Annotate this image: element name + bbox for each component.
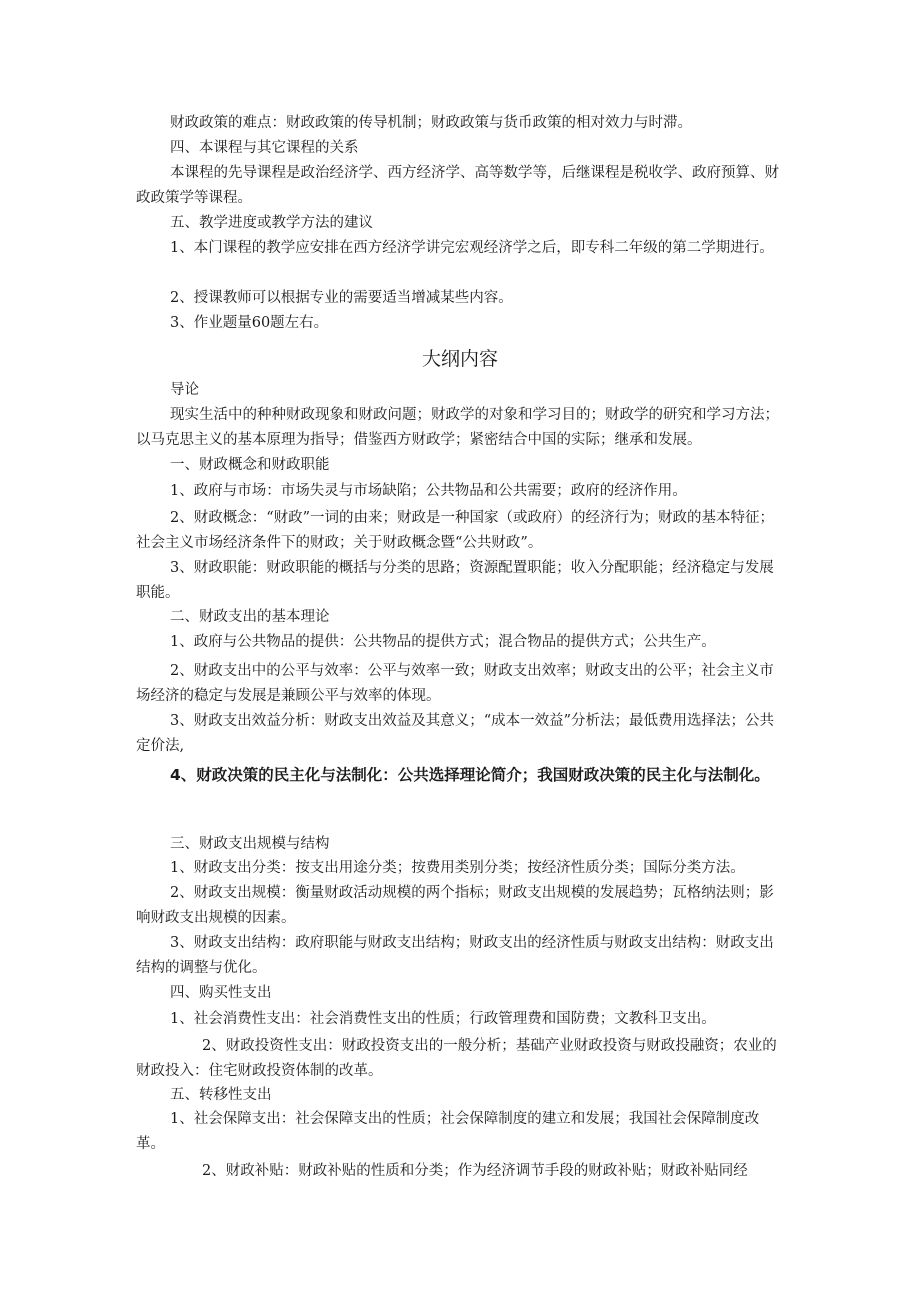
chapter-2-heading: 二、财政支出的基本理论 — [170, 609, 330, 625]
chapter-1-item-2: 2、财政概念：“财政”一词的由来；财政是一种国家（或政府）的经济行为；财政的基本特征；社会主义市场经济条件下的财政；关于财政概念暨“公共财政”。 — [136, 510, 775, 551]
chapter-4-item-1: 1、社会消费性支出：社会消费性支出的性质；行政管理费和国防费；文教科卫支出。 — [170, 1011, 716, 1027]
chapter-5-item-2: 2、财政补贴：财政补贴的性质和分类；作为经济调节手段的财政补贴；财政补贴同经 — [202, 1163, 748, 1179]
chapter-3-item-2: 2、财政支出规模：衡量财政活动规模的两个指标；财政支出规模的发展趋势；瓦格纳法则；影响财政支出规模的因素。 — [136, 885, 774, 926]
schedule-item-1: 1、本门课程的教学应安排在西方经济学讲完宏观经济学之后，即专科二年级的第二学期进行。 — [170, 240, 774, 256]
schedule-item-2: 2、授课教师可以根据专业的需要适当增减某些内容。 — [170, 290, 513, 306]
relation-text: 本课程的先导课程是政治经济学、西方经济学、高等数学等，后继课程是税收学、政府预算、财政政策学等课程。 — [136, 165, 779, 206]
chapter-5-item-1: 1、社会保障支出：社会保障支出的性质；社会保障制度的建立和发展；我国社会保障制度改革。 — [136, 1111, 760, 1152]
schedule-item-3: 3、作业题量60题左右。 — [170, 315, 329, 331]
chapter-3-heading: 三、财政支出规模与结构 — [170, 836, 330, 852]
chapter-2-item-1: 1、政府与公共物品的提供：公共物品的提供方式；混合物品的提供方式；公共生产。 — [170, 634, 716, 650]
chapter-5-heading: 五、转移性支出 — [170, 1087, 272, 1103]
outline-title: 大纲内容 — [421, 348, 498, 370]
chapter-2-item-3: 3、财政支出效益分析：财政支出效益及其意义；“成本一效益”分析法；最低费用选择法；公共定价法, — [136, 713, 775, 754]
schedule-heading: 五、教学进度或教学方法的建议 — [170, 215, 373, 231]
chapter-4-item-2: 2、财政投资性支出：财政投资支出的一般分析；基础产业财政投资与财政投融资；农业的财政投入：住宅财政投资体制的改革。 — [136, 1038, 777, 1079]
chapter-3-item-3: 3、财政支出结构：政府职能与财政支出结构；财政支出的经济性质与财政支出结构：财政支出结构的调整与优化。 — [136, 935, 774, 976]
chapter-4-heading: 四、购买性支出 — [170, 985, 272, 1001]
chapter-1-item-3: 3、财政职能：财政职能的概括与分类的思路；资源配置职能；收入分配职能；经济稳定与发展职能。 — [136, 560, 774, 601]
chapter-1-item-1: 1、政府与市场：市场失灵与市场缺陷；公共物品和公共需要；政府的经济作用。 — [170, 483, 687, 499]
relation-heading: 四、本课程与其它课程的关系 — [170, 140, 359, 156]
chapter-2-item-4: 4、财政决策的民主化与法制化：公共选择理论简介；我国财政决策的民主化与法制化。 — [170, 766, 770, 784]
intro-heading: 导论 — [170, 382, 199, 398]
chapter-1-heading: 一、财政概念和财政职能 — [170, 457, 330, 473]
chapter-3-item-1: 1、财政支出分类：按支出用途分类；按费用类别分类；按经济性质分类；国际分类方法。 — [170, 860, 745, 876]
chapter-2-item-2: 2、财政支出中的公平与效率：公平与效率一致；财政支出效率；财政支出的公平；社会主义市场经济的稳定与发展是兼顾公平与效率的体现。 — [136, 663, 774, 704]
course-difficulty: 财政政策的难点：财政政策的传导机制；财政政策与货币政策的相对效力与时滞。 — [170, 115, 692, 131]
intro-text: 现实生活中的种种财政现象和财政问题；财政学的对象和学习目的；财政学的研究和学习方法；以马克思主义的基本原理为指导；借鉴西方财政学；紧密结合中国的实际；继承和发展。 — [136, 407, 779, 448]
